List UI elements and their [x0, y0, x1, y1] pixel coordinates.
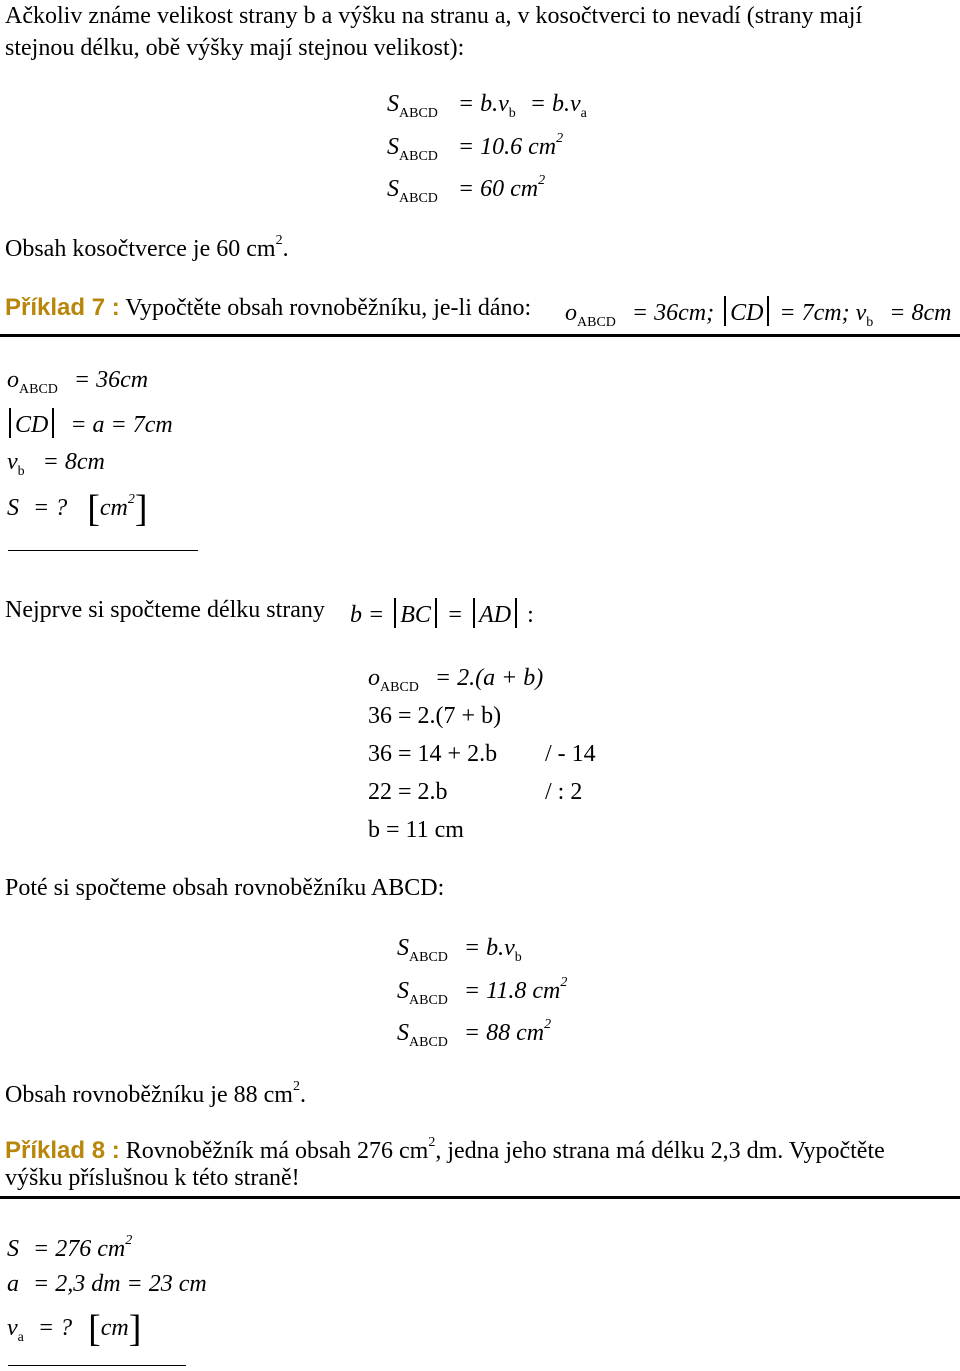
superscript: 2: [538, 173, 546, 188]
symbol-a: a: [7, 1271, 19, 1297]
step-2-text: Poté si spočteme obsah rovnoběžníku ABCD:: [5, 875, 445, 901]
given-value: = 8cm: [42, 449, 105, 475]
symbol-v: v: [7, 1315, 18, 1341]
example-label: Příklad 7 :: [5, 294, 120, 321]
given-vb: [7, 450, 105, 479]
symbol-s: S: [7, 495, 19, 521]
example-8-heading-line-1: [5, 1136, 885, 1163]
subscript: ABCD: [19, 382, 58, 397]
step-1-formula: [350, 598, 534, 628]
given-value: = a = 7cm: [70, 412, 173, 438]
abs-bar: [724, 296, 726, 326]
formula-row: 22 = 2.b: [368, 779, 448, 805]
example-text: , jedna jeho strana má délku 2,3 dm. Vypočtěte: [435, 1138, 885, 1164]
operation: / : 2: [545, 779, 583, 805]
subscript: a: [17, 1330, 24, 1345]
rhombus-eq-1: [387, 92, 587, 121]
operation: / - 14: [545, 741, 596, 767]
formula-row: b = 11 cm: [368, 817, 464, 843]
superscript: 2: [292, 1079, 300, 1094]
divider-thick: [0, 1196, 960, 1199]
symbol-s: S: [397, 935, 409, 961]
intro-line-1: Ačkoliv známe velikost strany b a výšku na stranu a, v kosočtverci to nevadí (strany mají: [5, 3, 863, 29]
subscript: ABCD: [399, 149, 438, 164]
unit: cm: [99, 495, 128, 521]
area-eq-3: [397, 1018, 551, 1050]
solve-b-row-3: [368, 742, 497, 766]
symbol-v: v: [7, 449, 18, 475]
example-8-heading-line-2: výšku příslušnou k této straně!: [5, 1165, 300, 1191]
formula-part: =: [446, 602, 464, 628]
bracket-open: [: [87, 488, 100, 530]
step-text: Nejprve si spočteme délku strany: [5, 597, 325, 623]
result-end: .: [299, 1082, 306, 1108]
result-end: .: [282, 236, 289, 262]
formula-part: b =: [350, 602, 385, 628]
formula-row: 36 = 2.(7 + b): [368, 703, 502, 729]
abs-bar: [767, 296, 769, 326]
solve-b-row-2: [368, 704, 501, 728]
given-value: = ?: [33, 495, 68, 521]
symbol-s: S: [387, 91, 399, 117]
given-cd: [5, 408, 173, 438]
divider-short: [8, 1365, 186, 1366]
given8-s: [7, 1234, 132, 1261]
step-1-text: [5, 598, 325, 622]
solve-b-op-3: [545, 742, 596, 766]
abs-bar: [394, 598, 396, 628]
formula-row: 36 = 14 + 2.b: [368, 741, 498, 767]
area-eq-2: [397, 976, 567, 1008]
symbol-o: o: [7, 367, 19, 393]
rhombus-result: [5, 234, 289, 261]
given-value: = 36cm;: [631, 300, 715, 326]
given-o: [7, 368, 148, 397]
abs-bar: [52, 408, 54, 438]
intro-line-2: stejnou délku, obě výšky mají stejnou velikost):: [5, 35, 465, 61]
segment-ad: AD: [479, 602, 512, 628]
superscript: 2: [544, 1017, 552, 1032]
segment-cd: CD: [730, 300, 764, 326]
subscript: ABCD: [577, 315, 616, 330]
given-value: = 2,3 dm = 23 cm: [33, 1271, 207, 1297]
example-label: Příklad 8 :: [5, 1137, 120, 1164]
unit: cm: [100, 1315, 129, 1341]
abs-bar: [473, 598, 475, 628]
abs-bar: [435, 598, 437, 628]
result-text: Obsah kosočtverce je 60 cm: [5, 236, 276, 262]
symbol-s: S: [387, 176, 399, 202]
solve-b-row-4: [368, 780, 448, 804]
divider-thick: [0, 334, 960, 337]
given-value: = 276 cm: [33, 1236, 126, 1262]
subscript: ABCD: [380, 680, 419, 695]
area-eq-1: [397, 936, 522, 965]
subscript: b: [508, 106, 516, 121]
subscript: ABCD: [409, 1035, 448, 1050]
example-7-given-inline: [565, 296, 951, 330]
subscript: ABCD: [409, 950, 448, 965]
example-text: Rovnoběžník má obsah 276 cm: [125, 1138, 429, 1164]
formula-rhs: = 2.(a + b): [434, 665, 544, 691]
solve-b-row-1: [368, 666, 543, 695]
bracket-close: ]: [128, 1308, 142, 1350]
symbol-s: S: [397, 978, 409, 1004]
symbol-s: S: [7, 1236, 19, 1262]
bracket-open: [: [88, 1308, 101, 1350]
given-value: = ?: [37, 1315, 73, 1341]
subscript: b: [17, 464, 25, 479]
segment-cd: CD: [15, 412, 49, 438]
result-text: Obsah rovnoběžníku je 88 cm: [5, 1082, 293, 1108]
given-value: = 7cm; v: [779, 300, 867, 326]
formula-rhs: = 88 cm: [463, 1020, 545, 1046]
subscript: a: [580, 106, 587, 121]
eq-mid: = b.v: [529, 91, 581, 117]
given-value: = 8cm: [889, 300, 952, 326]
given8-v: [7, 1310, 141, 1348]
abs-bar: [515, 598, 517, 628]
subscript: b: [514, 950, 522, 965]
symbol-o: o: [565, 300, 577, 326]
segment-bc: BC: [400, 602, 431, 628]
superscript: 2: [125, 1233, 133, 1248]
superscript: 2: [556, 131, 564, 146]
result-7: [5, 1080, 306, 1107]
rhombus-eq-2: [387, 132, 563, 164]
bracket-close: ]: [134, 488, 148, 530]
formula-rhs: = 11.8 cm: [463, 978, 561, 1004]
subscript: ABCD: [409, 993, 448, 1008]
solve-b-op-4: [545, 780, 582, 804]
superscript: 2: [428, 1135, 436, 1150]
formula-part: :: [527, 602, 534, 628]
rhombus-eq-3: [387, 174, 545, 206]
superscript: 2: [275, 233, 283, 248]
given-value: = 36cm: [73, 367, 149, 393]
subscript: ABCD: [399, 191, 438, 206]
given-s: [7, 490, 148, 528]
example-text: Vypočtěte obsah rovnoběžníku, je-li dáno:: [125, 295, 532, 321]
symbol-o: o: [368, 665, 380, 691]
formula-rhs: = b.v: [463, 935, 515, 961]
solve-b-row-5: [368, 818, 464, 842]
divider-short: [8, 550, 198, 551]
superscript: 2: [127, 492, 135, 507]
eq-rhs: = 10.6 cm: [457, 134, 557, 160]
symbol-s: S: [397, 1020, 409, 1046]
subscript: ABCD: [399, 106, 438, 121]
subscript: b: [866, 315, 874, 330]
eq-rhs: = b.v: [457, 91, 509, 117]
eq-rhs: = 60 cm: [457, 176, 539, 202]
example-7-heading: [5, 296, 531, 320]
superscript: 2: [560, 975, 568, 990]
abs-bar: [9, 408, 11, 438]
symbol-s: S: [387, 134, 399, 160]
given8-a: [7, 1272, 207, 1296]
